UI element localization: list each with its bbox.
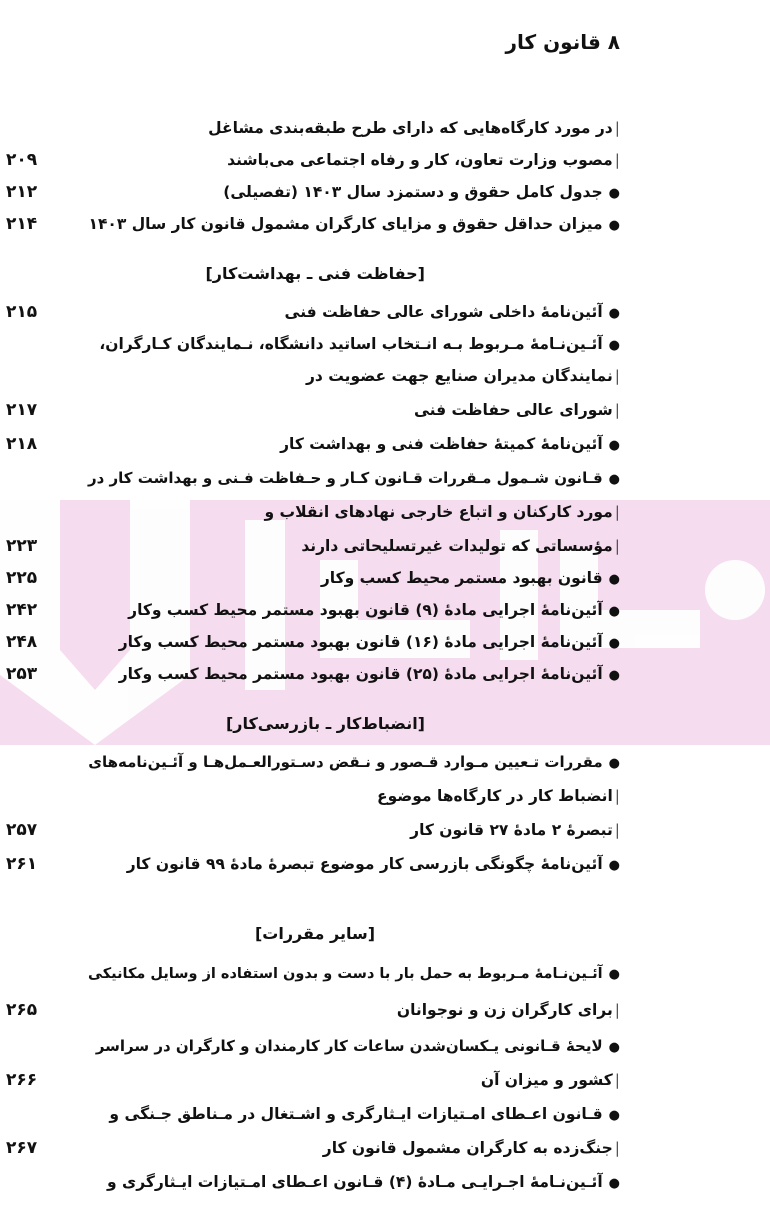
toc-line — [0, 994, 770, 1026]
toc-line — [0, 594, 770, 626]
toc-line — [0, 1098, 770, 1130]
toc-line — [0, 814, 770, 846]
running-header — [505, 30, 620, 54]
toc-entry-text: ● میزان حداقل حقوق و مزایای کارگران مشمول قانون کار سال ۱۴۰۳ — [88, 208, 620, 242]
toc-entry-text: ● لایحهٔ قـانونی یـکسان‌شدن ساعات کار کارمندان و کارگران در سراسر — [96, 1030, 620, 1064]
toc-line — [0, 1030, 770, 1062]
toc-entry-text: ● آئـین‌نـامهٔ مـربوط به حمل بار با دست و بدون استفاده از وسایل مکانیکی — [88, 958, 620, 991]
toc-entry-text: ● آئین‌نامهٔ داخلی شورای عالی حفاظت فنی — [285, 296, 620, 330]
section-title: [سایر مقررات] — [254, 924, 375, 943]
section-heading — [0, 258, 770, 290]
toc-entry-text: | مصوب وزارت تعاون، کار و رفاه اجتماعی می‌باشند — [227, 144, 620, 176]
toc-page-number: ۲۱۴ — [6, 214, 38, 234]
toc-line — [0, 658, 770, 690]
section-title: [انضباط‌کار ـ بازرسی‌کار] — [225, 714, 425, 733]
toc-line — [0, 848, 770, 880]
toc-entry-text: | انضباط کار در کارگاه‌ها موضوع — [377, 780, 620, 812]
toc-entry-text: | مورد کارکنان و اتباع خارجی نهادهای انقلاب و — [265, 496, 621, 528]
toc-entry-text: ● آئین‌نامهٔ اجرایی مادهٔ (۹) قانون بهبود مستمر محیط کسب وکار — [128, 594, 620, 628]
toc-page-number: ۲۱۵ — [6, 302, 38, 322]
toc-line — [0, 780, 770, 812]
toc-entry-text: ● قانون بهبود مستمر محیط کسب وکار — [321, 562, 620, 596]
toc-line — [0, 462, 770, 494]
toc-entry-text: ● آئـین‌نـامهٔ مـربوط بـه انـتخاب اساتید دانشگاه، نـمایندگان کـارگران، — [99, 328, 620, 362]
toc-line — [0, 496, 770, 528]
toc-line — [0, 746, 770, 778]
toc-page-number: ۲۴۲ — [6, 600, 38, 620]
toc-page-number: ۲۵۳ — [6, 664, 38, 684]
toc-entry-text: | شورای عالی حفاظت فنی — [414, 394, 620, 426]
toc-entry-text: ● مقررات تـعیین مـوارد قـصور و نـقض دسـتورالعـمل‌هـا و آئـین‌نامه‌های — [88, 746, 620, 780]
toc-line — [0, 530, 770, 562]
toc-line — [0, 1132, 770, 1164]
toc-line — [0, 1166, 770, 1198]
toc-page-number: ۲۶۷ — [6, 1138, 38, 1158]
toc-line — [0, 328, 770, 360]
toc-page-number: ۲۲۳ — [6, 536, 38, 556]
toc-line — [0, 958, 770, 990]
toc-line — [0, 428, 770, 460]
section-title: [حفاظت فنی ـ بهداشت‌کار] — [205, 264, 425, 283]
toc-entry-text: ● قـانون شـمول مـقررات قـانون کـار و حـفاظت فـنی و بهداشت کار در — [88, 462, 620, 496]
toc-page-number: ۲۶۵ — [6, 1000, 38, 1020]
toc-entry-text: ● آئـین‌نـامهٔ اجـرایـی مـادهٔ (۴) قـانون اعـطای امـتیازات ایـثارگری و — [107, 1166, 620, 1200]
toc-page-number: ۲۱۸ — [6, 434, 38, 454]
section-heading — [0, 918, 770, 950]
header-page-number: ۸ — [607, 30, 620, 54]
toc-page-number: ۲۵۷ — [6, 820, 38, 840]
section-heading — [0, 708, 770, 740]
toc-entry-text: | کشور و میزان آن — [481, 1064, 620, 1096]
toc-page-number: ۲۲۵ — [6, 568, 38, 588]
toc-line — [0, 1064, 770, 1096]
toc-page-number: ۲۱۲ — [6, 182, 38, 202]
toc-line — [0, 296, 770, 328]
toc-page-number: ۲۰۹ — [6, 150, 38, 170]
toc-page-number: ۲۱۷ — [6, 400, 38, 420]
toc-page-number: ۲۶۶ — [6, 1070, 38, 1090]
toc-entry-text: | جنگ‌زده به کارگران مشمول قانون کار — [323, 1132, 620, 1164]
toc-line — [0, 360, 770, 392]
toc-line — [0, 626, 770, 658]
toc-entry-text: ● آئین‌نامهٔ چگونگی بازرسی کار موضوع تبصرهٔ مادهٔ ۹۹ قانون کار — [127, 848, 620, 882]
toc-entry-text: | در مورد کارگاه‌هایی که دارای طرح طبقه‌بندی مشاغل — [208, 112, 620, 144]
toc-line — [0, 562, 770, 594]
toc-entry-text: | مؤسساتی که تولیدات غیرتسلیحاتی دارند — [301, 530, 620, 562]
header-title: قانون کار — [505, 30, 601, 54]
toc-page-number: ۲۶۱ — [6, 854, 38, 874]
toc-entry-text: | نمایندگان مدیران صنایع جهت عضویت در — [306, 360, 620, 392]
toc-line — [0, 394, 770, 426]
toc-entry-text: ● قـانون اعـطای امـتیازات ایـثارگری و اشـتغال در مـناطق جـنگی و — [109, 1098, 620, 1132]
toc-line — [0, 176, 770, 208]
toc-page-number: ۲۴۸ — [6, 632, 38, 652]
toc-entry-text: ● جدول کامل حقوق و دستمزد سال ۱۴۰۳ (تفصیلی) — [223, 176, 620, 210]
toc-line — [0, 112, 770, 144]
toc-line — [0, 144, 770, 176]
toc-entry-text: | تبصرهٔ ۲ مادهٔ ۲۷ قانون کار — [410, 814, 620, 846]
toc-entry-text: ● آئین‌نامهٔ اجرایی مادهٔ (۱۶) قانون بهبود مستمر محیط کسب وکار — [119, 626, 620, 660]
toc-entry-text: ● آئین‌نامهٔ کمیتهٔ حفاظت فنی و بهداشت کار — [280, 428, 620, 462]
toc-entry-text: | برای کارگران زن و نوجوانان — [397, 994, 620, 1026]
toc-entry-text: ● آئین‌نامهٔ اجرایی مادهٔ (۲۵) قانون بهبود مستمر محیط کسب وکار — [119, 658, 620, 692]
toc-line — [0, 208, 770, 240]
